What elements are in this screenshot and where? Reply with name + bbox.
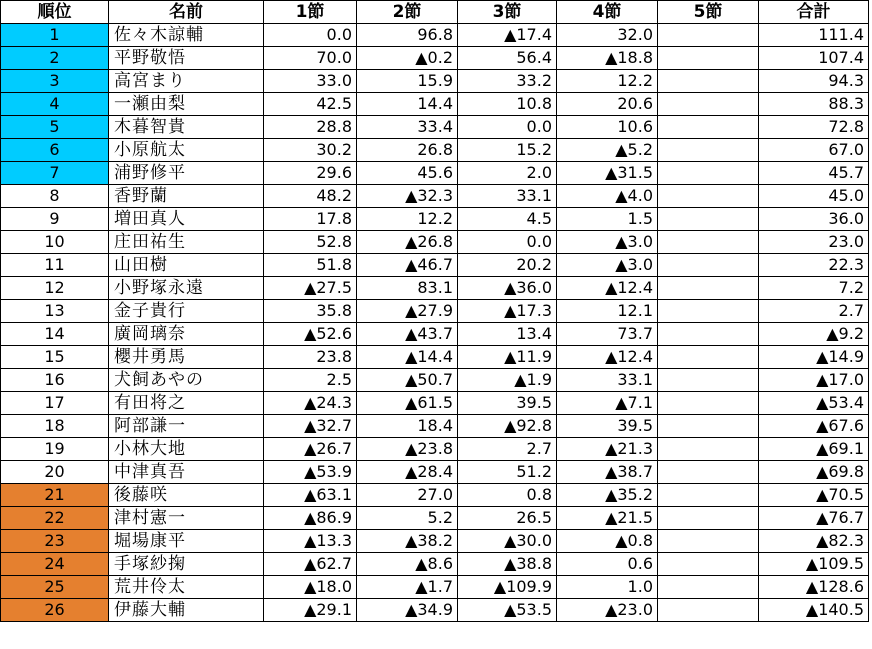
session-1-cell: ▲26.7	[264, 438, 357, 461]
session-4-cell: ▲12.4	[557, 346, 658, 369]
session-1-cell: ▲13.3	[264, 530, 357, 553]
session-2-cell: 26.8	[357, 139, 458, 162]
rank-cell: 21	[1, 484, 109, 507]
session-2-cell: ▲50.7	[357, 369, 458, 392]
session-1-cell: ▲24.3	[264, 392, 357, 415]
session-3-cell: 10.8	[458, 93, 557, 116]
player-name-cell: 中津真吾	[109, 461, 264, 484]
rank-cell: 13	[1, 300, 109, 323]
session-4-cell: ▲3.0	[557, 254, 658, 277]
rank-cell: 11	[1, 254, 109, 277]
session-1-cell: ▲62.7	[264, 553, 357, 576]
player-name-cell: 香野蘭	[109, 185, 264, 208]
player-name-cell: 浦野修平	[109, 162, 264, 185]
rank-cell: 10	[1, 231, 109, 254]
session-3-cell: ▲53.5	[458, 599, 557, 622]
session-4-cell: ▲21.3	[557, 438, 658, 461]
session-2-cell: ▲14.4	[357, 346, 458, 369]
session-2-cell: 83.1	[357, 277, 458, 300]
session-2-cell: 5.2	[357, 507, 458, 530]
total-cell: 45.7	[759, 162, 869, 185]
session-5-cell	[658, 208, 759, 231]
player-name-cell: 手塚紗掬	[109, 553, 264, 576]
total-cell: ▲69.1	[759, 438, 869, 461]
session-1-cell: 30.2	[264, 139, 357, 162]
table-row	[1, 162, 869, 185]
rank-cell: 18	[1, 415, 109, 438]
total-cell: ▲70.5	[759, 484, 869, 507]
player-name-cell: 津村憲一	[109, 507, 264, 530]
session-1-cell: 51.8	[264, 254, 357, 277]
header-session-4: 4節	[557, 1, 658, 24]
session-3-cell: 0.8	[458, 484, 557, 507]
session-2-cell: ▲1.7	[357, 576, 458, 599]
session-2-cell: ▲34.9	[357, 599, 458, 622]
session-5-cell	[658, 300, 759, 323]
total-cell: 111.4	[759, 24, 869, 47]
session-3-cell: 51.2	[458, 461, 557, 484]
session-1-cell: 29.6	[264, 162, 357, 185]
session-3-cell: 0.0	[458, 231, 557, 254]
session-5-cell	[658, 599, 759, 622]
session-5-cell	[658, 277, 759, 300]
session-2-cell: ▲43.7	[357, 323, 458, 346]
session-4-cell: ▲21.5	[557, 507, 658, 530]
rank-cell: 15	[1, 346, 109, 369]
table-row	[1, 346, 869, 369]
session-5-cell	[658, 24, 759, 47]
session-1-cell: 2.5	[264, 369, 357, 392]
player-name-cell: 犬飼あやの	[109, 369, 264, 392]
table-row	[1, 231, 869, 254]
total-cell: ▲9.2	[759, 323, 869, 346]
rank-cell: 8	[1, 185, 109, 208]
rank-cell: 1	[1, 24, 109, 47]
table-row	[1, 415, 869, 438]
player-name-cell: 山田樹	[109, 254, 264, 277]
session-1-cell: 17.8	[264, 208, 357, 231]
session-5-cell	[658, 415, 759, 438]
session-5-cell	[658, 185, 759, 208]
session-1-cell: ▲86.9	[264, 507, 357, 530]
session-2-cell: 15.9	[357, 70, 458, 93]
total-cell: ▲76.7	[759, 507, 869, 530]
table-row	[1, 116, 869, 139]
table-row	[1, 254, 869, 277]
total-cell: ▲140.5	[759, 599, 869, 622]
session-3-cell: ▲1.9	[458, 369, 557, 392]
rank-cell: 25	[1, 576, 109, 599]
table-row	[1, 139, 869, 162]
rank-cell: 3	[1, 70, 109, 93]
session-5-cell	[658, 553, 759, 576]
header-total: 合計	[759, 1, 869, 24]
session-3-cell: 26.5	[458, 507, 557, 530]
table-body	[1, 24, 869, 622]
session-2-cell: ▲32.3	[357, 185, 458, 208]
player-name-cell: 堀場康平	[109, 530, 264, 553]
session-3-cell: 20.2	[458, 254, 557, 277]
header-session-1: 1節	[264, 1, 357, 24]
total-cell: 107.4	[759, 47, 869, 70]
table-row	[1, 185, 869, 208]
session-1-cell: 35.8	[264, 300, 357, 323]
table-row	[1, 93, 869, 116]
table-row	[1, 461, 869, 484]
session-5-cell	[658, 507, 759, 530]
session-4-cell: ▲23.0	[557, 599, 658, 622]
session-2-cell: ▲8.6	[357, 553, 458, 576]
session-2-cell: ▲46.7	[357, 254, 458, 277]
rank-cell: 5	[1, 116, 109, 139]
table-row	[1, 576, 869, 599]
session-3-cell: 33.1	[458, 185, 557, 208]
total-cell: 45.0	[759, 185, 869, 208]
session-5-cell	[658, 139, 759, 162]
session-5-cell	[658, 530, 759, 553]
total-cell: ▲53.4	[759, 392, 869, 415]
session-4-cell: 32.0	[557, 24, 658, 47]
player-name-cell: 木暮智貴	[109, 116, 264, 139]
player-name-cell: 小原航太	[109, 139, 264, 162]
session-1-cell: ▲63.1	[264, 484, 357, 507]
session-2-cell: 18.4	[357, 415, 458, 438]
table-row	[1, 369, 869, 392]
total-cell: ▲67.6	[759, 415, 869, 438]
table-row	[1, 438, 869, 461]
session-1-cell: 48.2	[264, 185, 357, 208]
session-3-cell: 2.0	[458, 162, 557, 185]
session-3-cell: ▲109.9	[458, 576, 557, 599]
table-row	[1, 392, 869, 415]
session-2-cell: ▲0.2	[357, 47, 458, 70]
total-cell: 72.8	[759, 116, 869, 139]
session-1-cell: 23.8	[264, 346, 357, 369]
session-5-cell	[658, 162, 759, 185]
session-3-cell: 4.5	[458, 208, 557, 231]
total-cell: 22.3	[759, 254, 869, 277]
session-4-cell: ▲4.0	[557, 185, 658, 208]
total-cell: 36.0	[759, 208, 869, 231]
rank-cell: 6	[1, 139, 109, 162]
session-3-cell: ▲38.8	[458, 553, 557, 576]
session-5-cell	[658, 392, 759, 415]
session-3-cell: ▲92.8	[458, 415, 557, 438]
player-name-cell: 一瀬由梨	[109, 93, 264, 116]
rank-cell: 2	[1, 47, 109, 70]
session-2-cell: 14.4	[357, 93, 458, 116]
session-1-cell: ▲52.6	[264, 323, 357, 346]
player-name-cell: 櫻井勇馬	[109, 346, 264, 369]
total-cell: ▲82.3	[759, 530, 869, 553]
session-5-cell	[658, 70, 759, 93]
table-row	[1, 323, 869, 346]
session-1-cell: 0.0	[264, 24, 357, 47]
header-name: 名前	[109, 1, 264, 24]
session-2-cell: 45.6	[357, 162, 458, 185]
player-name-cell: 増田真人	[109, 208, 264, 231]
session-4-cell: ▲5.2	[557, 139, 658, 162]
session-2-cell: 27.0	[357, 484, 458, 507]
session-3-cell: ▲17.4	[458, 24, 557, 47]
session-4-cell: ▲31.5	[557, 162, 658, 185]
session-3-cell: ▲17.3	[458, 300, 557, 323]
table-row	[1, 300, 869, 323]
session-5-cell	[658, 47, 759, 70]
session-4-cell: 33.1	[557, 369, 658, 392]
session-4-cell: 0.6	[557, 553, 658, 576]
session-1-cell: 33.0	[264, 70, 357, 93]
total-cell: 67.0	[759, 139, 869, 162]
session-3-cell: ▲30.0	[458, 530, 557, 553]
player-name-cell: 有田将之	[109, 392, 264, 415]
table-row	[1, 47, 869, 70]
total-cell: ▲14.9	[759, 346, 869, 369]
session-3-cell: 39.5	[458, 392, 557, 415]
rank-cell: 22	[1, 507, 109, 530]
session-5-cell	[658, 484, 759, 507]
player-name-cell: 高宮まり	[109, 70, 264, 93]
total-cell: ▲109.5	[759, 553, 869, 576]
session-3-cell: 15.2	[458, 139, 557, 162]
session-1-cell: ▲29.1	[264, 599, 357, 622]
total-cell: ▲69.8	[759, 461, 869, 484]
header-session-3: 3節	[458, 1, 557, 24]
session-3-cell: 33.2	[458, 70, 557, 93]
total-cell: 23.0	[759, 231, 869, 254]
player-name-cell: 小林大地	[109, 438, 264, 461]
rank-cell: 20	[1, 461, 109, 484]
session-5-cell	[658, 369, 759, 392]
session-2-cell: ▲27.9	[357, 300, 458, 323]
rank-cell: 17	[1, 392, 109, 415]
session-3-cell: 2.7	[458, 438, 557, 461]
session-1-cell: ▲53.9	[264, 461, 357, 484]
table-row	[1, 507, 869, 530]
player-name-cell: 後藤咲	[109, 484, 264, 507]
session-4-cell: ▲7.1	[557, 392, 658, 415]
table-row	[1, 599, 869, 622]
session-1-cell: 52.8	[264, 231, 357, 254]
rank-cell: 23	[1, 530, 109, 553]
table-row	[1, 530, 869, 553]
player-name-cell: 小野塚永遠	[109, 277, 264, 300]
table-row	[1, 70, 869, 93]
player-name-cell: 伊藤大輔	[109, 599, 264, 622]
rank-cell: 19	[1, 438, 109, 461]
session-4-cell: 10.6	[557, 116, 658, 139]
session-2-cell: ▲61.5	[357, 392, 458, 415]
header-session-2: 2節	[357, 1, 458, 24]
session-5-cell	[658, 93, 759, 116]
rank-cell: 7	[1, 162, 109, 185]
session-5-cell	[658, 346, 759, 369]
session-4-cell: 20.6	[557, 93, 658, 116]
session-3-cell: 0.0	[458, 116, 557, 139]
session-4-cell: ▲3.0	[557, 231, 658, 254]
session-2-cell: ▲38.2	[357, 530, 458, 553]
total-cell: ▲17.0	[759, 369, 869, 392]
rank-cell: 14	[1, 323, 109, 346]
session-2-cell: ▲28.4	[357, 461, 458, 484]
session-1-cell: 70.0	[264, 47, 357, 70]
session-5-cell	[658, 323, 759, 346]
session-1-cell: ▲32.7	[264, 415, 357, 438]
session-2-cell: 33.4	[357, 116, 458, 139]
session-1-cell: ▲27.5	[264, 277, 357, 300]
table-row	[1, 553, 869, 576]
rank-cell: 26	[1, 599, 109, 622]
header-row	[1, 1, 869, 24]
session-2-cell: ▲26.8	[357, 231, 458, 254]
session-4-cell: 1.0	[557, 576, 658, 599]
session-3-cell: ▲36.0	[458, 277, 557, 300]
session-5-cell	[658, 254, 759, 277]
session-2-cell: 96.8	[357, 24, 458, 47]
session-4-cell: ▲0.8	[557, 530, 658, 553]
total-cell: 94.3	[759, 70, 869, 93]
player-name-cell: 廣岡璃奈	[109, 323, 264, 346]
session-4-cell: 12.1	[557, 300, 658, 323]
session-4-cell: 12.2	[557, 70, 658, 93]
session-4-cell: 1.5	[557, 208, 658, 231]
header-rank: 順位	[1, 1, 109, 24]
total-cell: 7.2	[759, 277, 869, 300]
session-1-cell: 28.8	[264, 116, 357, 139]
player-name-cell: 金子貴行	[109, 300, 264, 323]
session-3-cell: 13.4	[458, 323, 557, 346]
session-1-cell: 42.5	[264, 93, 357, 116]
session-3-cell: ▲11.9	[458, 346, 557, 369]
rank-cell: 4	[1, 93, 109, 116]
session-2-cell: 12.2	[357, 208, 458, 231]
rank-cell: 24	[1, 553, 109, 576]
table-row	[1, 277, 869, 300]
session-4-cell: ▲38.7	[557, 461, 658, 484]
session-5-cell	[658, 576, 759, 599]
header-session-5: 5節	[658, 1, 759, 24]
player-name-cell: 荒井伶太	[109, 576, 264, 599]
session-5-cell	[658, 231, 759, 254]
table-row	[1, 484, 869, 507]
total-cell: ▲128.6	[759, 576, 869, 599]
session-3-cell: 56.4	[458, 47, 557, 70]
table-row	[1, 24, 869, 47]
session-4-cell: ▲35.2	[557, 484, 658, 507]
total-cell: 88.3	[759, 93, 869, 116]
player-name-cell: 阿部謙一	[109, 415, 264, 438]
session-5-cell	[658, 116, 759, 139]
session-5-cell	[658, 438, 759, 461]
rank-cell: 16	[1, 369, 109, 392]
session-4-cell: ▲12.4	[557, 277, 658, 300]
session-1-cell: ▲18.0	[264, 576, 357, 599]
rank-cell: 12	[1, 277, 109, 300]
session-5-cell	[658, 461, 759, 484]
session-4-cell: ▲18.8	[557, 47, 658, 70]
player-name-cell: 庄田祐生	[109, 231, 264, 254]
rank-cell: 9	[1, 208, 109, 231]
table-row	[1, 208, 869, 231]
total-cell: 2.7	[759, 300, 869, 323]
player-name-cell: 平野敬悟	[109, 47, 264, 70]
session-4-cell: 73.7	[557, 323, 658, 346]
session-2-cell: ▲23.8	[357, 438, 458, 461]
session-4-cell: 39.5	[557, 415, 658, 438]
player-name-cell: 佐々木諒輔	[109, 24, 264, 47]
